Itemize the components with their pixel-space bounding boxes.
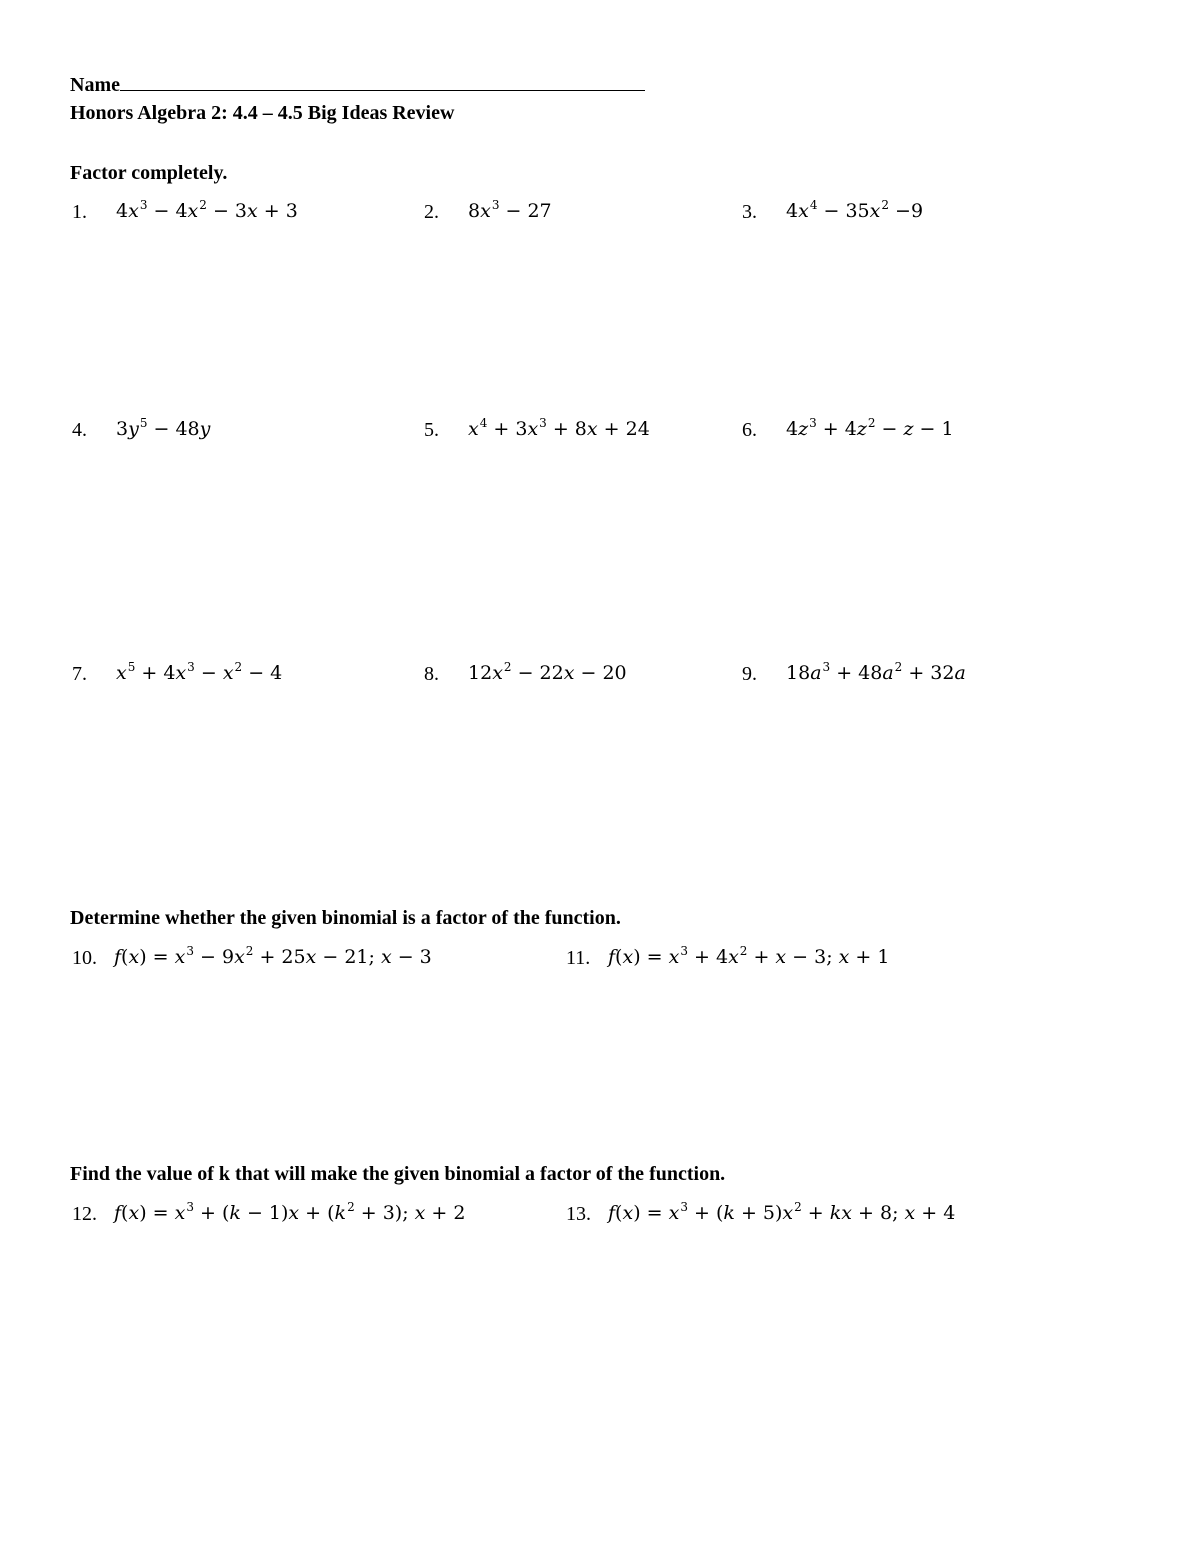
section-heading-find-k: Find the value of k that will make the given binomial a factor of the function. bbox=[70, 1163, 726, 1185]
problem-number: 1. bbox=[72, 201, 87, 223]
problem-expression: $x^5 + 4x^3 - x^2 - 4$ bbox=[116, 660, 283, 684]
problem-number: 3. bbox=[742, 201, 757, 223]
problem-expression: $4z^3 + 4z^2 - z - 1$ bbox=[786, 416, 954, 440]
problem-expression: $4x^4 - 35x^2 -9$ bbox=[786, 198, 924, 222]
problem-expression: $18a^3 + 48a^2 + 32a$ bbox=[786, 660, 966, 684]
name-label: Name bbox=[70, 74, 120, 96]
problem-number: 6. bbox=[742, 419, 757, 441]
problem-number: 2. bbox=[424, 201, 439, 223]
problem-number: 8. bbox=[424, 663, 439, 685]
worksheet-title: Honors Algebra 2: 4.4 – 4.5 Big Ideas Review bbox=[70, 102, 455, 124]
problem-expression: $f(x) = x^3 + (k - 1)x + (k^2 + 3)$; x + 2 bbox=[114, 1200, 466, 1224]
name-blank-line bbox=[120, 74, 645, 91]
problem-expression: $f(x) = x^3 - 9x^2 + 25x - 21$; x − 3 bbox=[114, 944, 432, 968]
name-field bbox=[70, 74, 645, 97]
problem-number: 9. bbox=[742, 663, 757, 685]
problem-number: 12. bbox=[72, 1203, 97, 1225]
problem-expression: $f(x) = x^3 + (k + 5)x^2$ + kx + 8; x + 4 bbox=[608, 1200, 956, 1224]
problem-number: 10. bbox=[72, 947, 97, 969]
problem-number: 13. bbox=[566, 1203, 591, 1225]
problem-expression: $8x^3 - 27$ bbox=[468, 198, 552, 222]
problem-expression: $f(x) = x^3 + 4x^2 + x - 3$; x + 1 bbox=[608, 944, 890, 968]
section-heading-factor: Factor completely. bbox=[70, 162, 228, 184]
problem-number: 11. bbox=[566, 947, 591, 969]
problem-number: 7. bbox=[72, 663, 87, 685]
problem-expression: $3y^5 - 48y$ bbox=[116, 416, 211, 440]
problem-expression: $x^4 + 3x^3 + 8x + 24$ bbox=[468, 416, 650, 440]
problem-number: 4. bbox=[72, 419, 87, 441]
problem-number: 5. bbox=[424, 419, 439, 441]
problem-expression: $4x^3 - 4x^2 - 3x + 3$ bbox=[116, 198, 298, 222]
section-heading-binomial-factor: Determine whether the given binomial is a factor of the function. bbox=[70, 907, 621, 929]
problem-expression: $12x^2 - 22x - 20$ bbox=[468, 660, 627, 684]
